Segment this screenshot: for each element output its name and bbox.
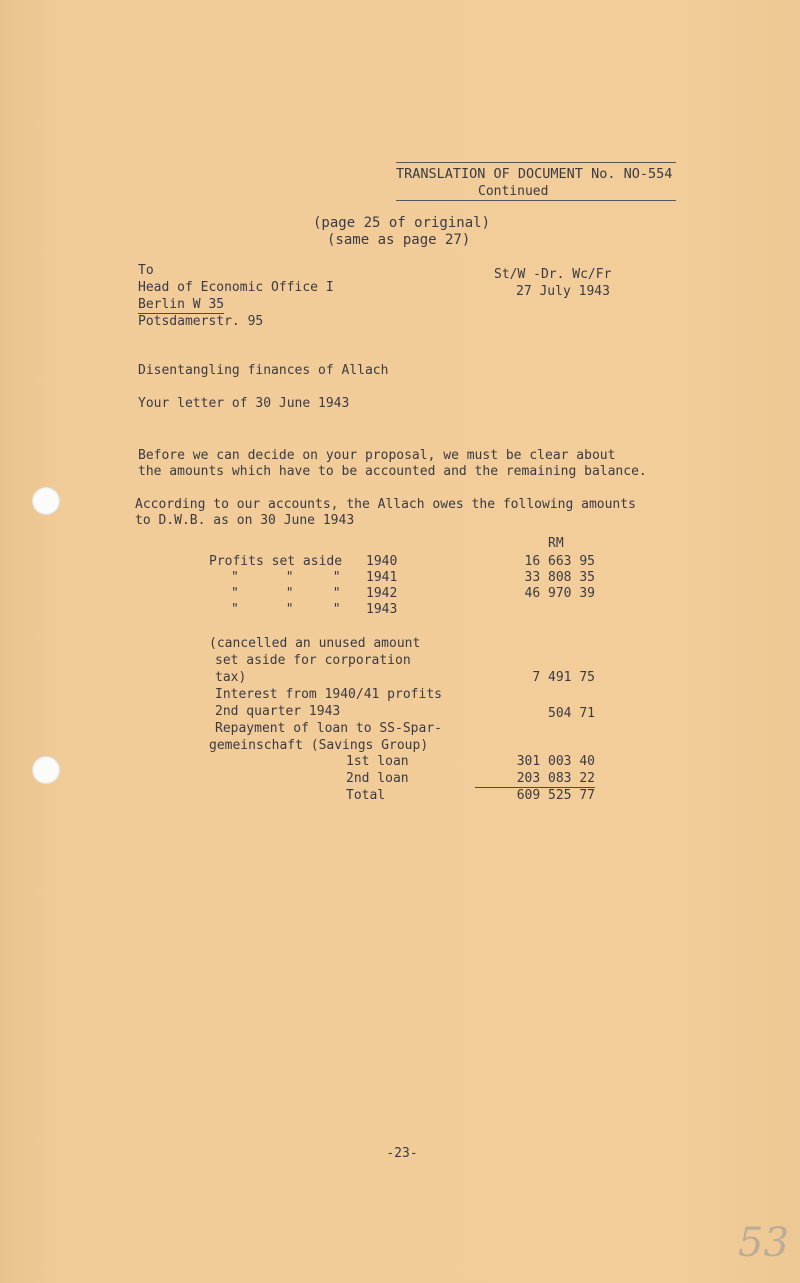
archive-number-stamp: 53 <box>738 1220 789 1266</box>
row-label: Profits set aside <box>209 554 343 569</box>
row-year: 1942 <box>366 586 398 601</box>
reference-date: 27 July 1943 <box>516 284 610 299</box>
cancelled-line3: tax) <box>215 670 247 685</box>
punch-hole-bottom <box>32 756 60 784</box>
row-label: " " " <box>231 586 341 601</box>
repayment-line1: Repayment of loan to SS-Spar- <box>215 721 442 736</box>
document-title: TRANSLATION OF DOCUMENT No. NO-554 <box>396 166 673 182</box>
loan1-amount: 301 003 40 <box>516 754 595 769</box>
page-ref-line1: (page 25 of original) <box>313 215 491 231</box>
currency-header: RM <box>548 536 564 551</box>
total-amount: 609 525 77 <box>516 788 595 803</box>
addressee-line2: Berlin W 35 <box>138 297 225 312</box>
your-letter-line: Your letter of 30 June 1943 <box>138 396 350 411</box>
page-ref-line2: (same as page 27) <box>327 232 471 248</box>
repayment-line2: gemeinschaft (Savings Group) <box>209 738 429 753</box>
paragraph1-line2: the amounts which have to be accounted and the remaining balance. <box>138 464 647 479</box>
cancelled-line1: (cancelled an unused amount <box>209 636 421 651</box>
paragraph2-line2: to D.W.B. as on 30 June 1943 <box>135 513 355 528</box>
reference-code: St/W -Dr. Wc/Fr <box>494 267 612 282</box>
total-label: Total <box>346 788 386 803</box>
row-label: " " " <box>231 570 341 585</box>
cancelled-amount: 7 491 75 <box>532 670 595 685</box>
row-amount: 46 970 39 <box>524 586 595 601</box>
loan2-amount: 203 083 22 <box>475 770 595 788</box>
addressee-line3: Potsdamerstr. 95 <box>138 314 264 329</box>
interest-amount: 504 71 <box>548 706 595 721</box>
row-amount: 16 663 95 <box>524 554 595 569</box>
row-amount: 33 808 35 <box>524 570 595 585</box>
row-year: 1943 <box>366 602 398 617</box>
punch-hole-top <box>32 487 60 515</box>
row-year: 1941 <box>366 570 398 585</box>
interest-line1: Interest from 1940/41 profits <box>215 687 442 702</box>
subject-line: Disentangling finances of Allach <box>138 363 389 378</box>
header-rule-bottom <box>396 200 676 201</box>
paragraph2-line1: According to our accounts, the Allach owes the following amounts <box>135 497 636 512</box>
document-subtitle: Continued <box>478 184 549 199</box>
row-year: 1940 <box>366 554 398 569</box>
row-label: " " " <box>231 602 341 617</box>
loan2-label: 2nd loan <box>346 771 409 786</box>
loan1-label: 1st loan <box>346 754 409 769</box>
paragraph1-line1: Before we can decide on your proposal, we must be clear about <box>138 448 616 463</box>
addressee-to: To <box>138 263 154 278</box>
interest-line2: 2nd quarter 1943 <box>215 704 341 719</box>
cancelled-line2: set aside for corporation <box>215 653 411 668</box>
page-number: -23- <box>386 1146 418 1161</box>
header-rule-top <box>396 162 676 163</box>
addressee-line1: Head of Economic Office I <box>138 280 334 295</box>
